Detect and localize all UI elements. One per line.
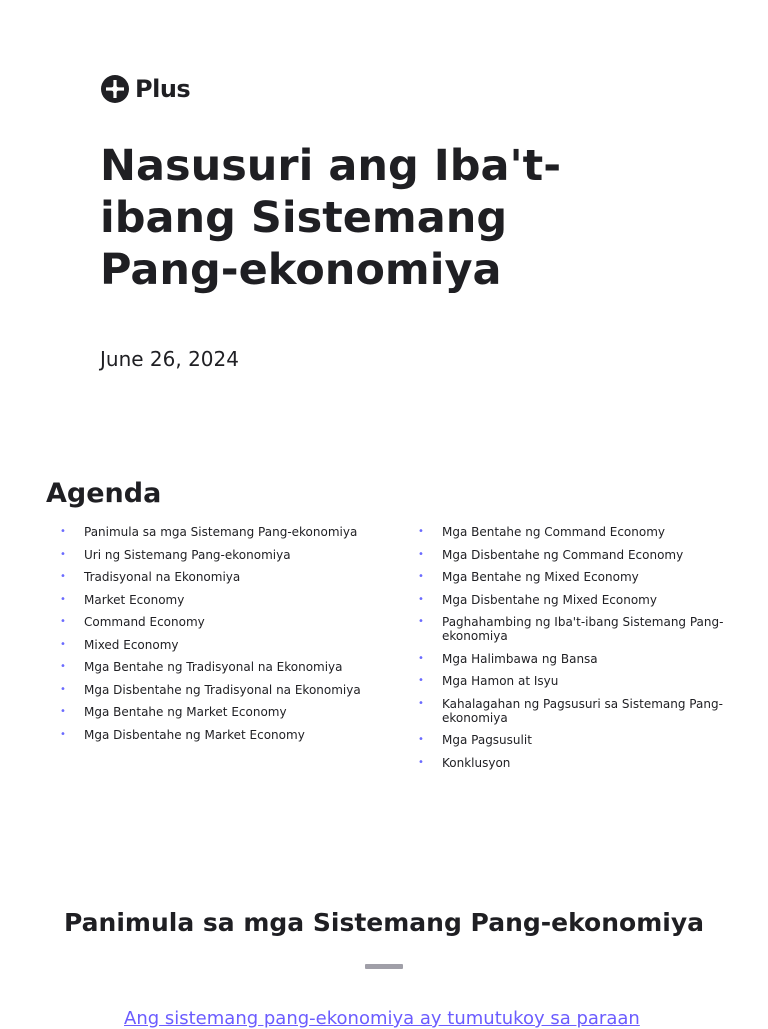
bullet-icon: • [60, 706, 66, 717]
agenda-item-label: Mga Bentahe ng Market Economy [84, 705, 287, 719]
bullet-icon: • [418, 571, 424, 582]
agenda-item [60, 638, 390, 652]
agenda-item-label: Mixed Economy [84, 637, 179, 652]
bullet-icon: • [418, 756, 424, 768]
agenda-item-label: Mga Pagsusulit [442, 733, 532, 747]
agenda-item-label: Mga Bentahe ng Tradisyonal na Ekonomiya [84, 660, 343, 674]
agenda-item-label: Kahalagahan ng Pagsusuri sa Sistemang Pang-ekonomiya [442, 696, 723, 725]
agenda-item-label: Mga Disbentahe ng Command Economy [442, 547, 684, 562]
bullet-icon: • [60, 638, 66, 650]
agenda-item-label: Mga Bentahe ng Mixed Economy [442, 570, 639, 584]
agenda-item [418, 570, 738, 584]
agenda-item [60, 593, 390, 607]
bullet-icon: • [418, 616, 424, 627]
agenda-item-label: Mga Disbentahe ng Tradisyonal na Ekonomiya [84, 682, 361, 697]
agenda-item [60, 728, 390, 742]
bullet-icon: • [60, 616, 66, 627]
agenda-item [60, 570, 390, 584]
bullet-icon: • [60, 683, 66, 695]
page-title: Nasusuri ang Iba't-ibang Sistemang Pang-ekonomiya [100, 141, 562, 295]
bullet-icon: • [60, 571, 66, 582]
bullet-icon: • [60, 526, 66, 537]
bullet-icon: • [60, 661, 66, 672]
bullet-icon: • [60, 548, 66, 560]
bullet-icon: • [60, 728, 66, 740]
intro-text: Ang sistemang pang-ekonomiya ay tumutukoy sa paraan [124, 1008, 640, 1029]
bullet-icon: • [418, 593, 424, 605]
agenda-item-label: Tradisyonal na Ekonomiya [84, 570, 241, 584]
agenda-item-label: Uri ng Sistemang Pang-ekonomiya [84, 547, 291, 562]
agenda-item [418, 525, 738, 539]
agenda-item-label: Mga Disbentahe ng Mixed Economy [442, 592, 657, 607]
agenda-item-label: Command Economy [84, 615, 205, 629]
agenda-title: Agenda [46, 478, 162, 509]
bullet-icon: • [418, 652, 424, 664]
agenda-item-label: Mga Hamon at Isyu [442, 674, 559, 688]
plus-logo [101, 75, 190, 103]
bullet-icon: • [418, 675, 424, 686]
agenda-item [418, 652, 738, 666]
agenda-item [60, 683, 390, 697]
agenda-item [418, 593, 738, 607]
agenda-item [418, 615, 738, 643]
section-heading: Panimula sa mga Sistemang Pang-ekonomiya [64, 908, 704, 937]
agenda-item [60, 660, 390, 674]
agenda-item [418, 548, 738, 562]
bullet-icon: • [418, 697, 424, 709]
agenda-item-label: Mga Disbentahe ng Market Economy [84, 727, 305, 742]
agenda-item [60, 705, 390, 719]
agenda-item [60, 615, 390, 629]
agenda-item [418, 697, 738, 725]
agenda-item [418, 674, 738, 688]
section-divider [365, 964, 403, 969]
date: June 26, 2024 [100, 347, 239, 371]
logo-text: Plus [135, 75, 191, 103]
bullet-icon: • [418, 526, 424, 537]
agenda-item-label: Paghahambing ng Iba't-ibang Sistemang Pang-ekonomiya [442, 615, 724, 643]
agenda-item [60, 548, 390, 562]
agenda-list-right [418, 525, 738, 778]
agenda-item-label: Mga Halimbawa ng Bansa [442, 651, 598, 666]
agenda-item-label: Panimula sa mga Sistemang Pang-ekonomiya [84, 525, 358, 539]
agenda-item-label: Market Economy [84, 592, 185, 607]
agenda-item-label: Mga Bentahe ng Command Economy [442, 525, 666, 539]
bullet-icon: • [418, 734, 424, 745]
bullet-icon: • [60, 593, 66, 605]
agenda-item-label: Konklusyon [442, 755, 511, 770]
bullet-icon: • [418, 548, 424, 560]
agenda-item [418, 733, 738, 747]
plus-logo-icon [101, 75, 129, 103]
agenda-item [418, 756, 738, 770]
agenda-list-left [60, 525, 390, 750]
agenda-item [60, 525, 390, 539]
